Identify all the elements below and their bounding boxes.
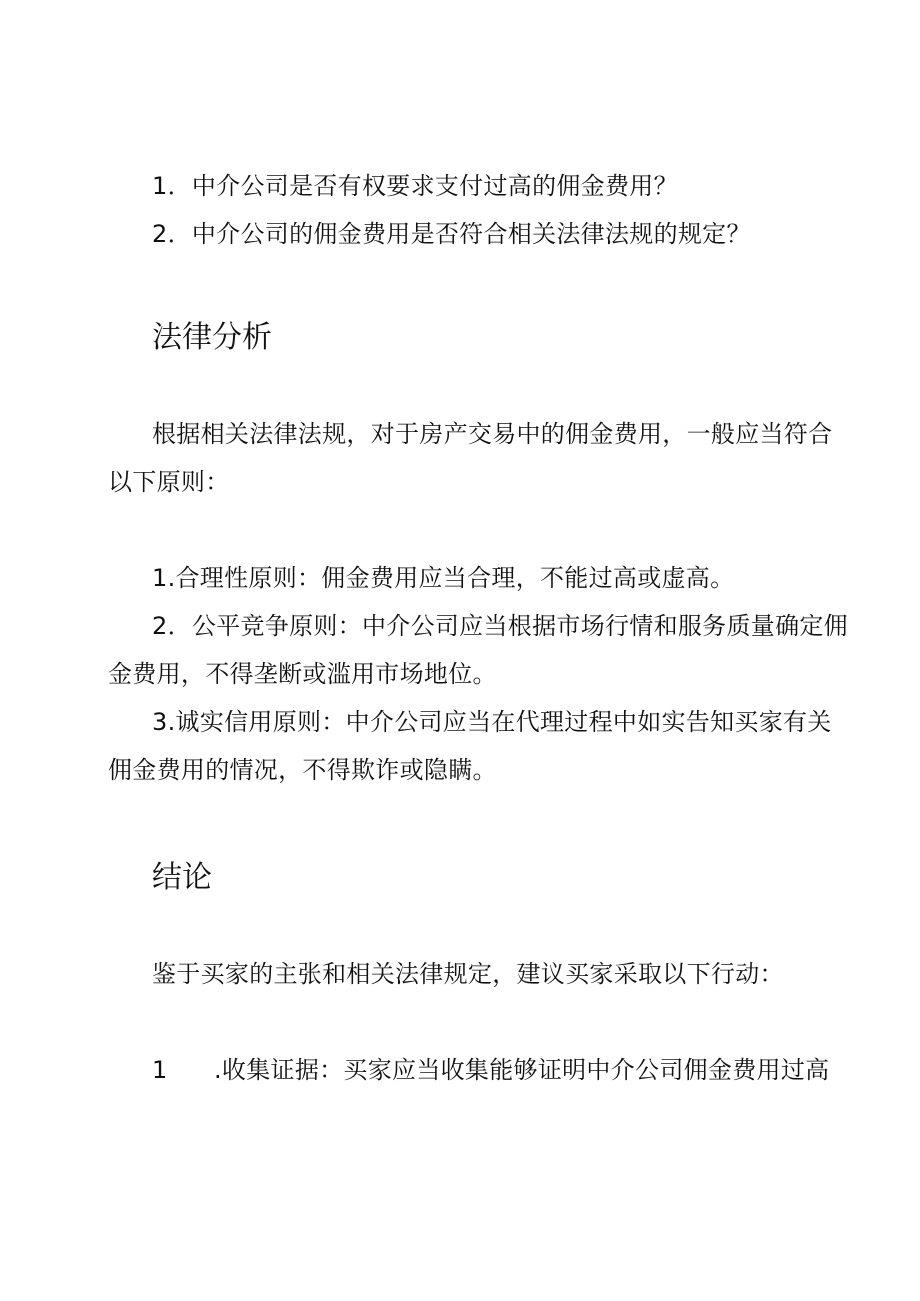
question-1: 1．中介公司是否有权要求支付过高的佣金费用？: [152, 172, 678, 200]
action-1-text: .收集证据：买家应当收集能够证明中介公司佣金费用过高: [214, 1056, 830, 1084]
principle-3-line-1: 3.诚实信用原则：中介公司应当在代理过程中如实告知买家有关: [152, 708, 832, 736]
legal-intro-line-2: 以下原则：: [108, 468, 230, 496]
principle-3-line-2: 佣金费用的情况，不得欺诈或隐瞒。: [108, 756, 497, 784]
principle-2-line-2: 金费用，不得垄断或滥用市场地位。: [108, 660, 497, 688]
action-1: [152, 1054, 829, 1086]
legal-analysis-heading: 法律分析: [152, 320, 272, 355]
conclusion-heading: 结论: [152, 860, 212, 895]
question-2: 2．中介公司的佣金费用是否符合相关法律法规的规定？: [152, 220, 751, 248]
legal-intro-line-1: 根据相关法律法规，对于房产交易中的佣金费用，一般应当符合: [152, 420, 833, 448]
action-1-number: 1: [152, 1056, 168, 1084]
principle-2-line-1: 2．公平竞争原则：中介公司应当根据市场行情和服务质量确定佣: [152, 612, 848, 640]
conclusion-intro: 鉴于买家的主张和相关法律规定，建议买家采取以下行动：: [152, 960, 784, 988]
principle-1: 1.合理性原则：佣金费用应当合理，不能过高或虚高。: [152, 564, 735, 592]
